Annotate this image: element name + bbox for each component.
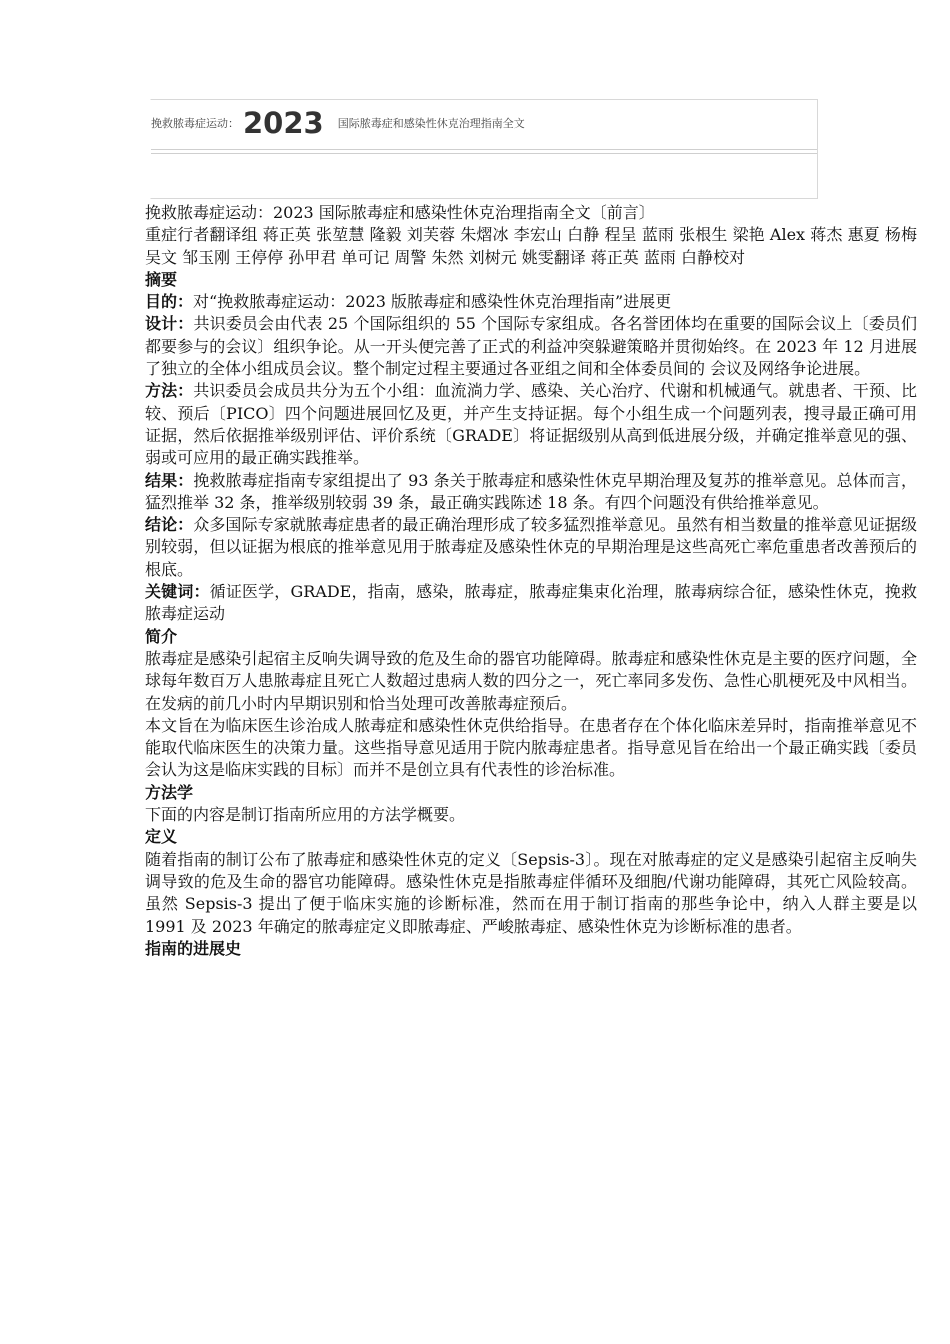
results-text: 挽救脓毒症指南专家组提出了 93 条关于脓毒症和感染性休克早期治理及复苏的推举意见。总体而言，猛烈推举 32 条，推举级别较弱 39 条，最正确实践陈述 18 条。有四个问题没有供给推举意见。 [145, 470, 917, 512]
header-prefix: 挽救脓毒症运动： [151, 117, 239, 130]
header-year: 2023 [243, 105, 324, 140]
abstract-design [145, 313, 917, 380]
methods-text: 共识委员会成员共分为五个小组：血流淌力学、感染、关心治疗、代谢和机械通气。就患者、干预、比较、预后〔PICO〕四个问题进展回忆及更，并产生支持证据。每个小组生成一个问题列表，搜寻最正确可用证据，然后依据推举级别评估、评价系统〔GRADE〕将证据级别从高到低进展分级，并确定推举意见的强、弱或可应用的最正确实践推举。 [145, 381, 917, 468]
intro-heading: 简介 [145, 626, 178, 646]
methods-label: 方法： [145, 381, 194, 401]
conclusions-label: 结论： [145, 515, 194, 535]
abstract-conclusions [145, 514, 917, 581]
abstract-results [145, 470, 917, 515]
objective-text: 对“挽救脓毒症运动：2023 版脓毒症和感染性休克治理指南”进展更 [193, 292, 672, 312]
header-title [151, 100, 525, 146]
conclusions-text: 众多国际专家就脓毒症患者的最正确治理形成了较多猛烈推举意见。虽然有相当数量的推举意见证据级别较弱，但以证据为根底的推举意见用于脓毒症及感染性休克的早期治理是这些高死亡率危重患者改善预后的根底。 [145, 515, 917, 579]
intro-paragraph-2: 本文旨在为临床医生诊治成人脓毒症和感染性休克供给指导。在患者存在个体化临床差异时，指南推举意见不能取代临床医生的决策力量。这些指导意见适用于院内脓毒症患者。指导意见旨在给出一个最正确实践〔委员会认为这是临床实践的目标〕而并不是创立具有代表性的诊治标准。 [145, 715, 917, 780]
header-divider [151, 149, 817, 154]
document-title: 挽救脓毒症运动：2023 国际脓毒症和感染性休克治理指南全文〔前言〕 [145, 203, 655, 222]
definition-heading: 定义 [145, 827, 178, 847]
intro-paragraph-1: 脓毒症是感染引起宿主反响失调导致的危及生命的器官功能障碍。脓毒症和感染性休克是主要的医疗问题，全球每年数百万人患脓毒症且死亡人数超过患病人数的四分之一，死亡率同多发伤、急性心肌梗死及中风相当。在发病的前几小时内早期识别和恰当处理可改善脓毒症预后。 [145, 648, 917, 713]
document-body [145, 202, 917, 960]
design-label: 设计： [145, 314, 194, 334]
keywords-label: 关键词： [145, 582, 210, 602]
methodology-paragraph: 下面的内容是制订指南所应用的方法学概要。 [145, 805, 466, 825]
abstract-methods [145, 380, 917, 469]
header-suffix: 国际脓毒症和感染性休克治理指南全文 [337, 117, 525, 130]
keywords-text: 循证医学，GRADE，指南，感染，脓毒症，脓毒症集束化治理，脓毒病综合征，感染性休克，挽救脓毒症运动 [145, 582, 917, 624]
history-heading: 指南的进展史 [145, 938, 242, 958]
objective-label: 目的： [145, 292, 194, 312]
methodology-heading: 方法学 [145, 782, 194, 802]
translators-line: 重症行者翻译组 蒋正英 张堃慧 隆毅 刘芙蓉 朱熠冰 李宏山 白静 程呈 蓝雨 张根生 梁艳 Alex 蒋杰 惠夏 杨梅 吴文 邹玉刚 王停停 孙甲君 单可记 周警 朱然 刘树元 姚雯翻译 蒋正英 蓝雨 白静校对 [145, 225, 917, 267]
page-header [150, 99, 818, 199]
abstract-keywords [145, 581, 917, 626]
abstract-heading: 摘要 [145, 269, 178, 289]
results-label: 结果： [145, 470, 194, 490]
abstract-objective [145, 291, 917, 313]
definition-paragraph: 随着指南的制订公布了脓毒症和感染性休克的定义〔Sepsis-3〕。现在对脓毒症的定义是感染引起宿主反响失调导致的危及生命的器官功能障碍。感染性休克是指脓毒症伴循环及细胞/代谢功能障碍，其死亡风险较高。虽然 Sepsis-3 提出了便于临床实施的诊断标准，然而在用于制订指南的那些争论中，纳入人群主要是以 1991 及 2023 年确定的脓毒症定义即脓毒症、严峻脓毒症、感染性休克为诊断标准的患者。 [145, 849, 917, 936]
design-text: 共识委员会由代表 25 个国际组织的 55 个国际专家组成。各名誉团体均在重要的国际会议上〔委员们都要参与的会议〕组织争论。从一开头便完善了正式的利益冲突躲避策略并贯彻始终。在 2023 年 12 月进展了独立的全体小组成员会议。整个制定过程主要通过各亚组之间和全体委员间的 会议及网络争论进展。 [145, 314, 917, 379]
